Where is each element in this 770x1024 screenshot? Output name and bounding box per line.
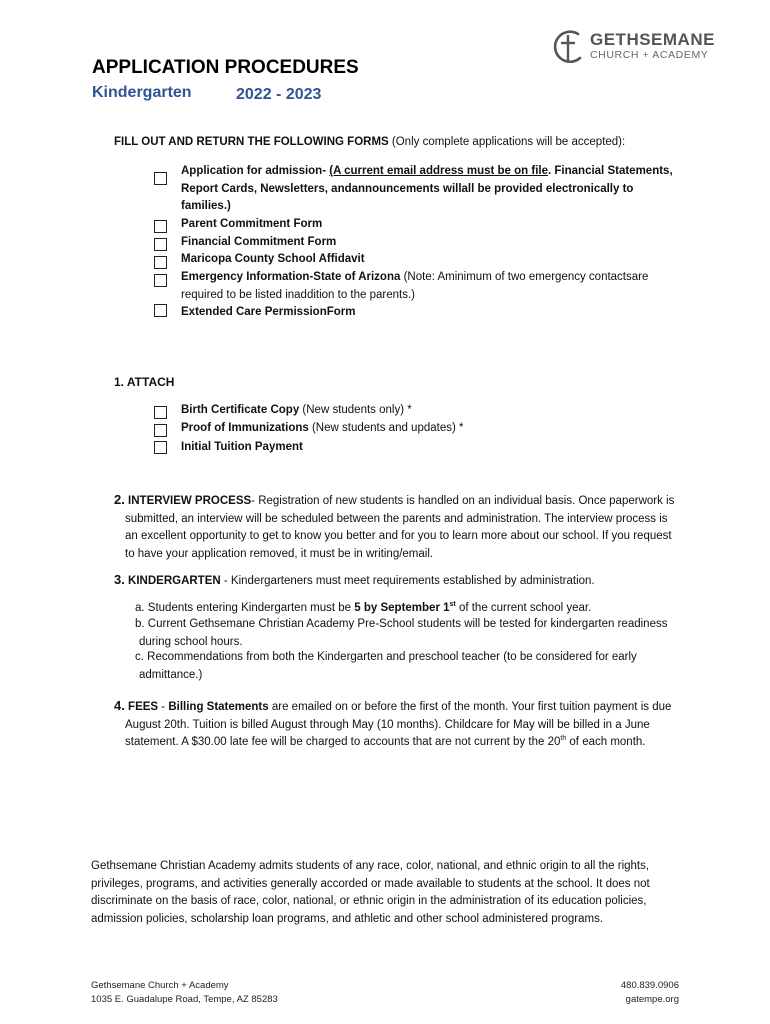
cross-circle-icon <box>552 28 586 66</box>
logo-tagline: CHURCH + ACADEMY <box>590 49 709 61</box>
attach-item-immunizations <box>181 420 463 438</box>
page-title: APPLICATION PROCEDURES <box>92 57 359 78</box>
kindergarten-item-a <box>135 600 665 618</box>
kindergarten-item-a-post: of the current school year. <box>455 602 592 614</box>
kindergarten-item-a-date: 5 by September 1 <box>354 602 450 614</box>
form-item-application-email: (A current email address must be on file <box>329 165 549 177</box>
attach-item-immunizations-note: (New students and updates) * <box>308 422 464 434</box>
checkbox-financial-commitment[interactable] <box>154 238 167 251</box>
attach-item-birth-certificate-label: Birth Certificate Copy <box>181 404 300 416</box>
kindergarten-item-c: c. Recommendations from both the Kindergarten and preschool teacher (to be considered for early admittance.) <box>135 651 637 681</box>
checkbox-parent-commitment[interactable] <box>154 220 167 233</box>
form-item-financial-commitment: Financial Commitment Form <box>181 236 337 248</box>
section-kindergarten-number: 3. <box>114 572 125 587</box>
form-item-emergency-label: Emergency Information-State of Arizona <box>181 271 401 283</box>
section-kindergarten-label: KINDERGARTEN <box>128 575 221 587</box>
checkbox-application[interactable] <box>154 172 167 185</box>
attach-item-birth-certificate-note: (New students only) * <box>299 404 412 416</box>
checkbox-affidavit[interactable] <box>154 256 167 269</box>
section-fees-label2: Billing Statements <box>168 701 269 713</box>
section-fees-text-end: of each month. <box>566 736 646 748</box>
page-subtitle: Kindergarten <box>92 84 192 101</box>
section-fees-dash: - <box>158 701 169 713</box>
form-item-application <box>181 163 681 216</box>
form-item-application-note: . Financial Statements, Report Cards, Newsletters, andannouncements willall be provided electronically to families.) <box>181 165 673 212</box>
forms-heading-note: (Only complete applications will be accepted): <box>388 136 626 148</box>
section-interview <box>114 491 681 563</box>
forms-heading <box>114 134 674 152</box>
footer-address: 1035 E. Guadalupe Road, Tempe, AZ 85283 <box>91 994 278 1005</box>
attach-heading: 1. ATTACH <box>114 375 175 389</box>
kindergarten-item-a-pre: a. Students entering Kindergarten must be <box>135 602 355 614</box>
section-interview-number: 2. <box>114 492 125 507</box>
section-interview-text: - Registration of new students is handled on an individual basis. Once paperwork is submitted, an interview will be scheduled between the parents and administration. The interview process is an excellent opportunity to get to know you better and for you to learn more about our school. If you request to have your application removed, it must be in writing/email. <box>125 495 675 560</box>
form-item-parent-commitment: Parent Commitment Form <box>181 218 323 230</box>
section-kindergarten <box>114 571 670 591</box>
checkbox-extended-care[interactable] <box>154 304 167 317</box>
section-fees-label: FEES <box>128 701 159 713</box>
section-fees-sup: th <box>560 735 567 743</box>
church-logo <box>552 28 732 68</box>
form-item-extended-care: Extended Care PermissionForm <box>181 306 356 318</box>
form-item-application-label: Application for admission- <box>181 165 330 177</box>
section-kindergarten-text: - Kindergarteners must meet requirements established by administration. <box>220 575 595 587</box>
attach-item-birth-certificate <box>181 402 412 420</box>
logo-name: GETHSEMANE <box>590 30 715 49</box>
section-interview-label: INTERVIEW PROCESS <box>128 495 252 507</box>
form-item-emergency-note: (Note: Aminimum of two emergency contactsare required to be listed inaddition to the parents.) <box>181 271 649 301</box>
section-fees-text: are emailed on or before the first of the month. Your first tuition payment is due August 20th. Tuition is billed August through May (10 months). Childcare for May will be billed in a June statement. A $30.00 late fee will be charged to accounts that are not current by the 20 <box>125 701 672 748</box>
checkbox-birth-certificate[interactable] <box>154 406 167 419</box>
footer-website[interactable]: gatempe.org <box>625 994 679 1005</box>
attach-item-tuition-payment: Initial Tuition Payment <box>181 441 303 453</box>
form-item-emergency-info <box>181 269 661 304</box>
section-fees-number: 4. <box>114 698 125 713</box>
footer-right <box>621 979 679 1007</box>
checkbox-tuition-payment[interactable] <box>154 441 167 454</box>
footer-org: Gethsemane Church + Academy <box>91 980 229 991</box>
kindergarten-item-b: b. Current Gethsemane Christian Academy Pre-School students will be tested for kindergarten readiness during school hours. <box>135 618 668 648</box>
footer-phone: 480.839.0906 <box>620 980 679 991</box>
form-item-affidavit: Maricopa County School Affidavit <box>181 253 365 265</box>
kindergarten-item-a-sup: st <box>449 601 456 609</box>
checkbox-immunizations[interactable] <box>154 424 167 437</box>
forms-heading-label: FILL OUT AND RETURN THE FOLLOWING FORMS <box>114 136 389 148</box>
section-fees <box>114 697 681 752</box>
footer-left <box>91 979 278 1007</box>
checkbox-emergency-info[interactable] <box>154 274 167 287</box>
school-year: 2022 - 2023 <box>236 86 322 103</box>
nondiscrimination-statement: Gethsemane Christian Academy admits students of any race, color, national, and ethnic origin to all the rights, privileges, programs, and activities generally accorded or made available to students at the school. It does not discriminate on the basis of race, color, national, or ethnic origin in the administration of its education policies, admission policies, scholarship loan programs, and athletic and other school administered programs. <box>91 860 650 925</box>
attach-item-immunizations-label: Proof of Immunizations <box>181 422 309 434</box>
